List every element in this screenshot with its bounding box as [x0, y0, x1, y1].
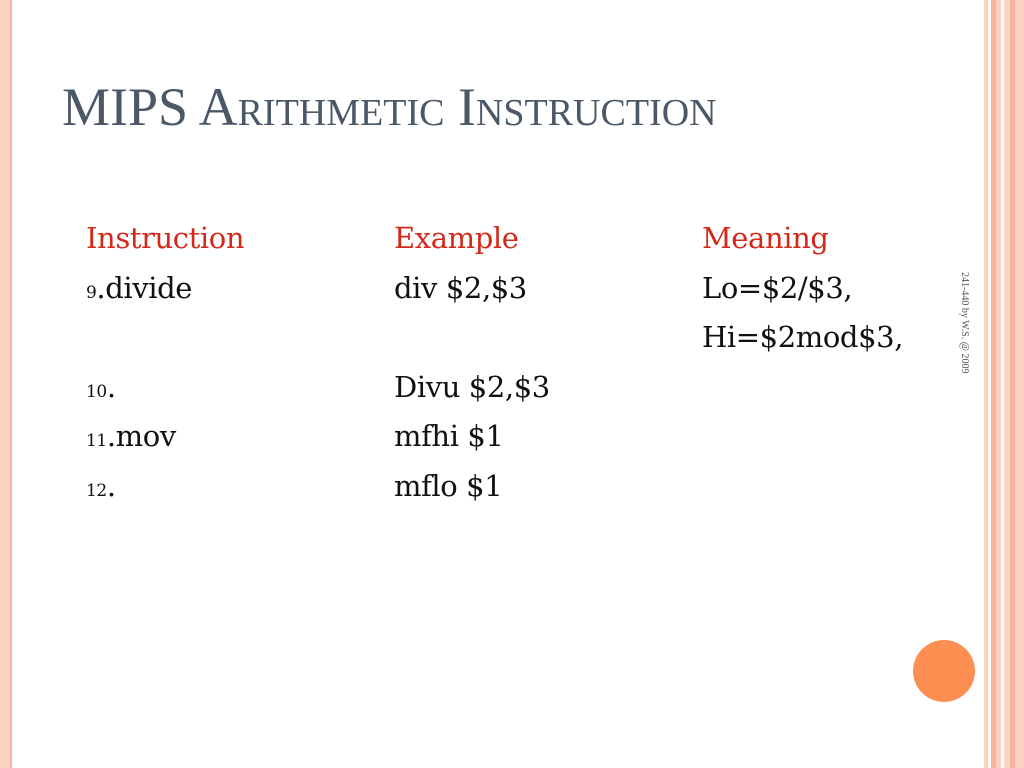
footer-credit: 241-440 by W.S. @ 2009 — [959, 272, 970, 374]
instruction-name: .mov — [106, 419, 176, 453]
instruction-cell — [86, 464, 394, 514]
left-frame-line — [10, 0, 12, 768]
meaning-cell: Lo=$2/$3, — [702, 270, 853, 305]
right-decorative-stripes — [984, 0, 1024, 768]
orange-circle-decoration — [913, 640, 975, 702]
header-instruction: Instruction — [86, 221, 245, 255]
example-cell: div $2,$3 — [394, 270, 527, 305]
instruction-name: .divide — [96, 270, 193, 305]
meaning-cell: Hi=$2mod$3, — [702, 320, 904, 354]
decorative-stripe — [1015, 0, 1024, 768]
instruction-cell — [86, 414, 394, 464]
instruction-cell — [86, 315, 394, 365]
row-number: 10 — [86, 381, 107, 402]
example-cell — [394, 315, 702, 365]
instruction-table — [86, 216, 962, 513]
meaning-cell — [702, 414, 962, 464]
example-cell: mfhi $1 — [394, 419, 504, 453]
example-cell: Divu $2,$3 — [394, 369, 550, 404]
meaning-cell — [702, 365, 962, 415]
slide-title: MIPS Arithmetic Instruction — [62, 77, 717, 137]
instruction-cell — [86, 365, 394, 415]
header-example: Example — [394, 221, 519, 255]
left-frame-border — [0, 0, 10, 768]
row-number: 9 — [86, 282, 97, 303]
row-number: 11 — [86, 431, 107, 451]
example-cell: mflo $1 — [394, 468, 503, 503]
instruction-cell — [86, 266, 394, 316]
header-meaning: Meaning — [702, 221, 829, 255]
instruction-name: . — [106, 369, 116, 404]
meaning-cell — [702, 464, 962, 514]
row-number: 12 — [86, 480, 107, 501]
instruction-name: . — [106, 468, 116, 503]
